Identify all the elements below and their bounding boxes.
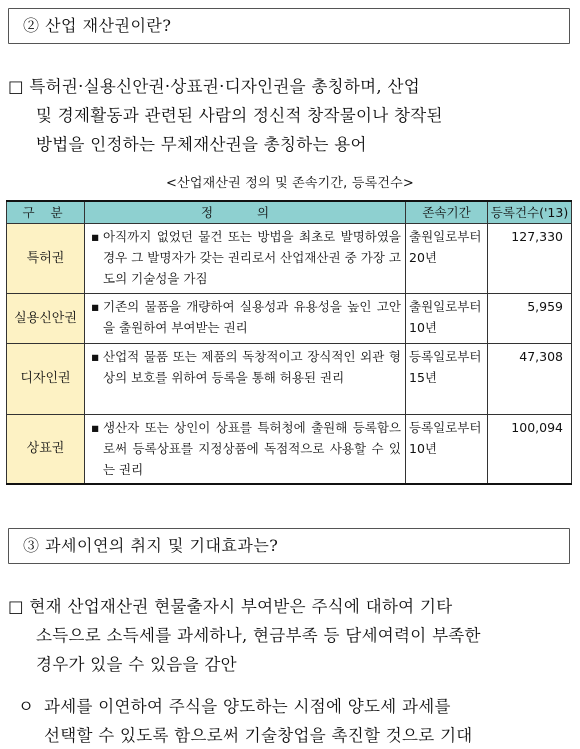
section-2-heading xyxy=(8,8,570,44)
row-definition xyxy=(85,293,406,343)
definition-paragraph xyxy=(8,72,568,159)
table-row xyxy=(7,293,572,343)
header-category: 구 분 xyxy=(7,201,85,223)
section-2-title: ② 산업 재산권이란? xyxy=(23,16,172,35)
row-category: 실용신안권 xyxy=(7,293,85,343)
row-duration xyxy=(406,223,488,293)
table-header-row xyxy=(7,201,572,223)
table-row xyxy=(7,414,572,484)
row-definition xyxy=(85,223,406,293)
paragraph-line: 선택할 수 있도록 함으로써 기술창업을 촉진할 것으로 기대 xyxy=(44,726,473,745)
table-caption: <산업재산권 정의 및 존속기간, 등록건수> xyxy=(166,176,414,191)
section-3-heading xyxy=(8,528,570,564)
paragraph-line: □ 현재 산업재산권 현물출자시 부여받은 주식에 대하여 기타 xyxy=(8,597,453,616)
duration-basis: 등록일로부터 xyxy=(409,419,482,435)
bullet-icon: ▪ xyxy=(91,298,100,314)
duration-basis: 출원일로부터 xyxy=(409,298,482,314)
row-count: 47,308 xyxy=(488,343,572,414)
duration-years: 10년 xyxy=(409,440,437,456)
bullet-icon: ▪ xyxy=(91,228,100,244)
row-count: 100,094 xyxy=(488,414,572,484)
row-category: 디자인권 xyxy=(7,343,85,414)
definition-text: 산업적 물품 또는 제품의 독창적이고 장식적인 외관 형상의 보호를 위하여 등록을 통해 허용된 권리 xyxy=(103,348,401,385)
row-count: 127,330 xyxy=(488,223,572,293)
header-count: 등록건수('13) xyxy=(488,201,572,223)
bullet-icon: ▪ xyxy=(91,348,100,364)
row-category: 상표권 xyxy=(7,414,85,484)
row-count: 5,959 xyxy=(488,293,572,343)
row-definition xyxy=(85,343,406,414)
definition-text: 기존의 물품을 개량하여 실용성과 유용성을 높인 고안을 출원하여 부여받는 권리 xyxy=(103,298,401,335)
table-row xyxy=(7,223,572,293)
expected-effect-paragraph xyxy=(18,692,570,749)
row-duration xyxy=(406,414,488,484)
section-3-title: ③ 과세이연의 취지 및 기대효과는? xyxy=(23,536,279,555)
duration-basis: 출원일로부터 xyxy=(409,228,482,244)
definition-text: 아직까지 없었던 물건 또는 방법을 최초로 발명하였을 경우 그 발명자가 갖는 권리로서 산업재산권 중 가장 고도의 기술성을 가짐 xyxy=(103,228,401,286)
duration-years: 10년 xyxy=(409,319,437,335)
duration-basis: 등록일로부터 xyxy=(409,348,482,364)
paragraph-line: □ 특허권·실용신안권·상표권·디자인권을 총칭하며, 산업 xyxy=(8,77,420,96)
paragraph-line: 방법을 인정하는 무체재산권을 총칭하는 용어 xyxy=(36,135,367,154)
row-duration xyxy=(406,343,488,414)
header-duration: 존속기간 xyxy=(406,201,488,223)
bullet-icon: ▪ xyxy=(91,419,100,435)
paragraph-line-text: 과세를 이연하여 주식을 양도하는 시점에 양도세 과세를 xyxy=(44,697,451,716)
header-definition: 정 의 xyxy=(85,201,406,223)
paragraph-line: 경우가 있을 수 있음을 감안 xyxy=(36,655,237,674)
paragraph-line: 및 경제활동과 관련된 사람의 정신적 창작물이나 창작된 xyxy=(36,106,443,125)
paragraph-line xyxy=(18,692,570,721)
row-duration xyxy=(406,293,488,343)
definition-text: 생산자 또는 상인이 상표를 특허청에 출원해 등록함으로써 등록상표를 지정상품에 독점적으로 사용할 수 있는 권리 xyxy=(103,419,401,477)
tax-paragraph xyxy=(8,592,568,679)
duration-years: 20년 xyxy=(409,249,437,265)
table-row xyxy=(7,343,572,414)
ip-rights-table xyxy=(6,200,572,485)
row-category: 특허권 xyxy=(7,223,85,293)
circle-bullet-icon: ㅇ xyxy=(18,697,35,716)
row-definition xyxy=(85,414,406,484)
duration-years: 15년 xyxy=(409,369,437,385)
paragraph-line: 소득으로 소득세를 과세하나, 현금부족 등 담세여력이 부족한 xyxy=(36,626,481,645)
